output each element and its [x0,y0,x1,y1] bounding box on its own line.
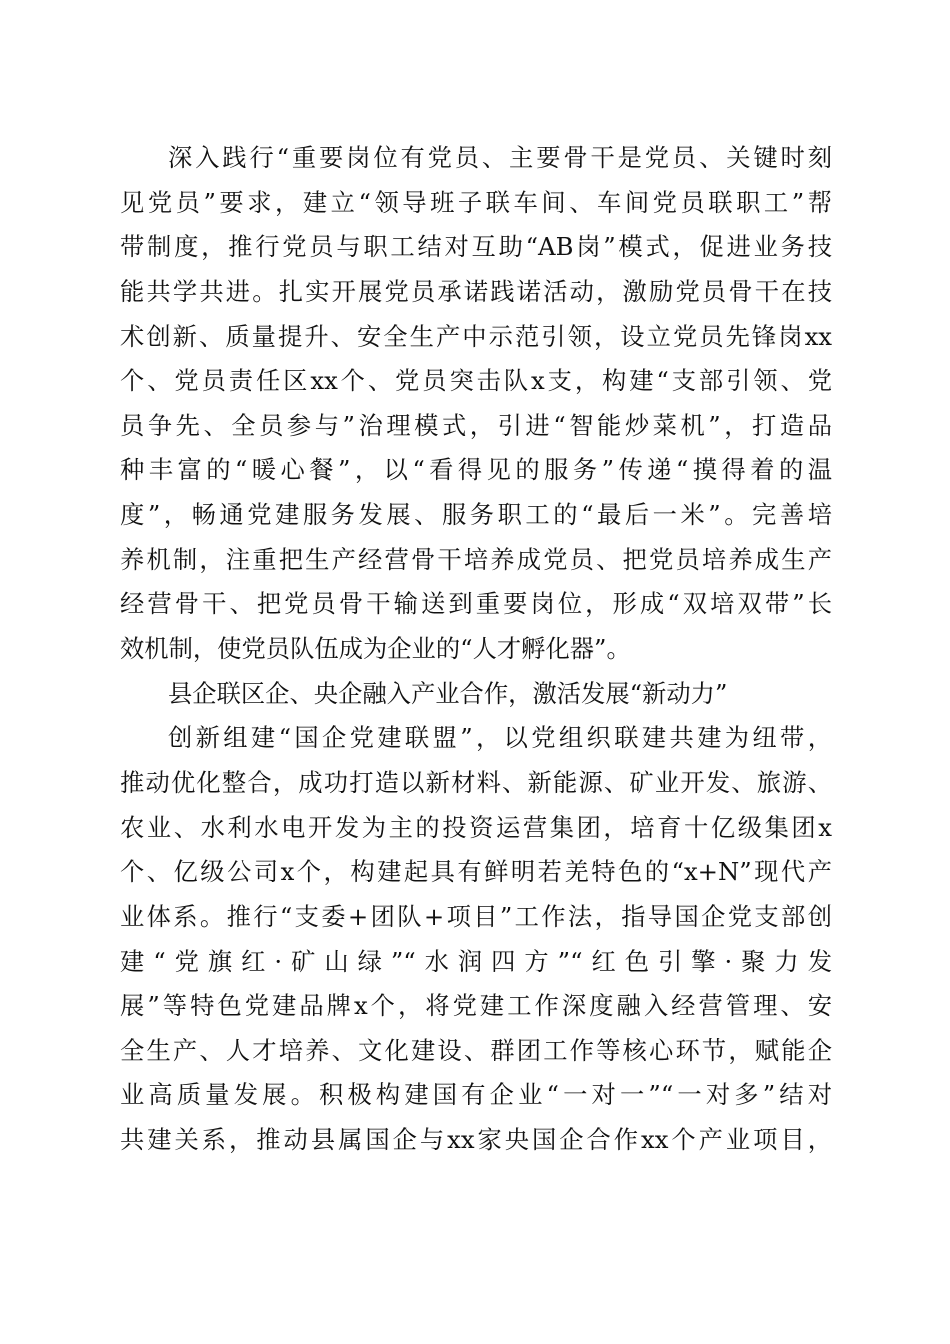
text-line: 业高质量发展。积极构建国有企业“一对一”“一对多”结对 [120,1080,832,1110]
section-heading: 县企联区企、央企融入产业合作，激活发展“新动力” [168,678,728,708]
text-line: 深入践行“重要岗位有党员、主要骨干是党员、关键时刻 [168,143,832,172]
text-line: 员争先、全员参与”治理模式，引进“智能炒菜机”，打造品 [120,410,832,440]
text-line: 见党员”要求，建立“领导班子联车间、车间党员联职工”帮 [120,187,832,217]
text-line: 养机制，注重把生产经营骨干培养成党员、把党员培养成生产 [120,544,832,574]
text-line: 建“党旗红·矿山绿”“水润四方”“红色引擎·聚力发 [120,946,832,976]
text-line: 个、党员责任区xx个、党员突击队x支，构建“支部引领、党 [120,366,832,396]
text-line: 度”，畅通党建服务发展、服务职工的“最后一米”。完善培 [120,500,832,530]
text-line: 推动优化整合，成功打造以新材料、新能源、矿业开发、旅游、 [120,767,832,797]
text-line: 农业、水利水电开发为主的投资运营集团，培育十亿级集团x [120,812,832,842]
text-line: 展”等特色党建品牌x个，将党建工作深度融入经营管理、安 [120,991,832,1021]
text-line: 经营骨干、把党员骨干输送到重要岗位，形成“双培双带”长 [120,589,832,619]
text-line: 种丰富的“暖心餐”，以“看得见的服务”传递“摸得着的温 [120,455,832,485]
text-line: 术创新、质量提升、安全生产中示范引领，设立党员先锋岗xx [120,321,832,351]
text-line: 共建关系，推动县属国企与xx家央国企合作xx个产业项目， [120,1125,832,1155]
text-line: 能共学共进。扎实开展党员承诺践诺活动，激励党员骨干在技 [120,276,832,306]
text-line: 全生产、人才培养、文化建设、群团工作等核心环节，赋能企 [120,1035,832,1065]
text-line: 效机制，使党员队伍成为企业的“人才孵化器”。 [120,634,631,664]
text-line: 带制度，推行党员与职工结对互助“AB岗”模式，促进业务技 [120,232,832,262]
text-line: 业体系。推行“支委+团队+项目”工作法，指导国企党支部创 [120,901,832,931]
text-line: 个、亿级公司x个，构建起具有鲜明若羌特色的“x+N”现代产 [120,857,832,887]
body-text [120,136,832,1163]
text-line: 创新组建“国企党建联盟”，以党组织联建共建为纽带， [168,723,832,753]
